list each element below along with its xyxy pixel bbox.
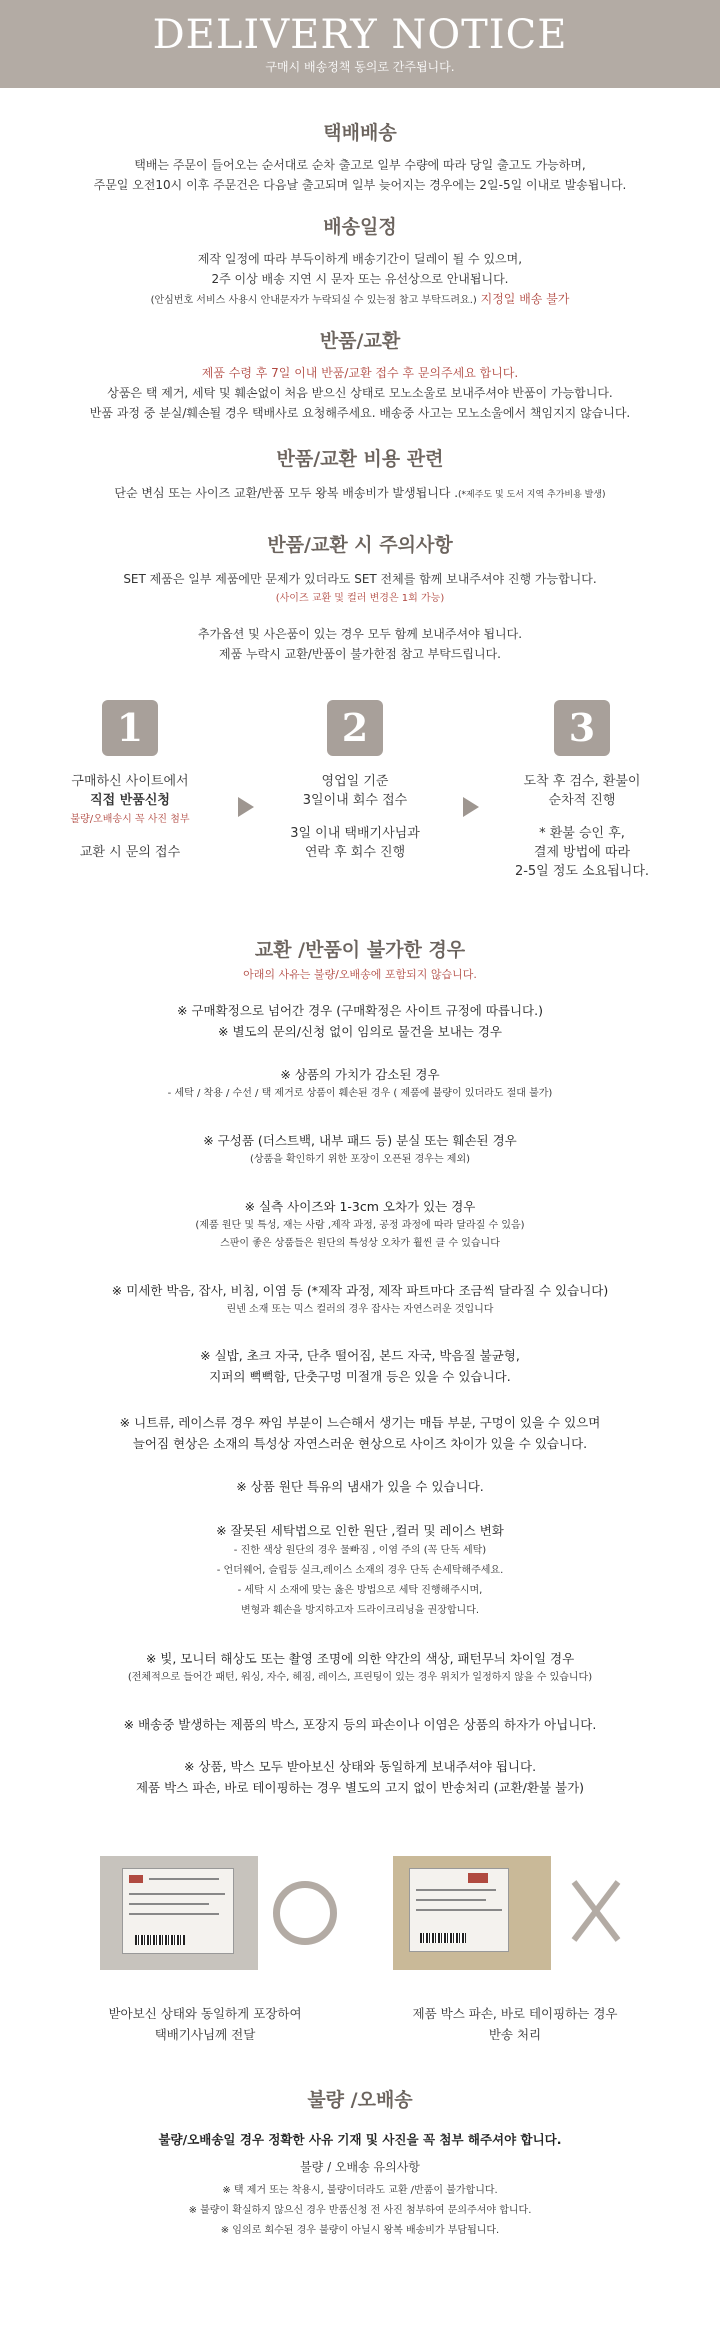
text-line: 받아보신 상태와 동일하게 포장하여	[108, 2006, 302, 2021]
text-line: 3일 이내 택배기사님과	[290, 826, 420, 841]
section-heading: 반품/교환 시 주의사항	[267, 534, 453, 556]
text-line-small: ※ 택 제거 또는 착용시, 불량이더라도 교환 /반품이 불가합니다.	[222, 2185, 498, 2196]
ok-symbol-label	[280, 1888, 281, 1889]
label-line	[416, 1909, 502, 1911]
label-line	[129, 1903, 209, 1905]
text-line: 제품 박스 파손, 바로 테이핑하는 경우 별도의 고지 없이 반송처리 (교환/환불 불가)	[135, 1780, 585, 1795]
step-text	[255, 772, 455, 862]
text-line: ※ 별도의 문의/신청 없이 임의로 물건을 보내는 경우	[218, 1024, 502, 1039]
text-line-small: - 세탁 / 착용 / 수선 / 택 제거로 상품이 훼손된 경우 ( 제품에 불량이 있더라도 절대 불가)	[167, 1088, 553, 1099]
condition-item	[0, 1476, 720, 1497]
label-line	[129, 1913, 219, 1915]
defect-bold-line: 불량/오배송일 경우 정확한 사유 기재 및 사진을 꼭 첨부 해주셔야 합니다.	[158, 2132, 562, 2147]
text-line: ※ 빛, 모니터 해상도 또는 촬영 조명에 의한 약간의 색상, 패턴무늬 차이일 경우	[145, 1651, 575, 1666]
section-heading: 불량 /오배송	[307, 2089, 413, 2111]
text-line: 추가옵션 및 사은품이 있는 경우 모두 함께 보내주셔야 됩니다.	[197, 627, 523, 641]
text-line: ※ 상품 원단 특유의 냄새가 있을 수 있습니다.	[236, 1479, 484, 1494]
text-line: 영업일 기준	[321, 774, 389, 789]
schedule-text	[0, 249, 720, 310]
text-line: 연락 후 회수 진행	[304, 845, 406, 860]
text-line: ※ 배송중 발생하는 제품의 박스, 포장지 등의 파손이나 이염은 상품의 하자가 아닙니다.	[123, 1717, 597, 1732]
text-line-small: 변형과 훼손을 방지하고자 드라이크리닝을 권장합니다.	[240, 1605, 480, 1616]
label-line	[149, 1878, 219, 1880]
correct-package-caption	[60, 2003, 350, 2045]
condition-item	[0, 1000, 720, 1042]
arrow-right-icon	[463, 797, 479, 817]
schedule-note: (안심번호 서비스 사용시 안내문자가 누락되실 수 있는점 참고 부탁드려요.)	[150, 295, 477, 306]
step-number-badge: 2	[327, 700, 383, 756]
section-schedule	[0, 212, 720, 310]
section-heading: 택배배송	[323, 122, 397, 144]
condition-item	[0, 1345, 720, 1387]
text-line-small: 스판이 좋은 상품들은 원단의 특성상 오차가 훨씬 클 수 있습니다	[220, 1238, 500, 1249]
text-line: * 환불 승인 후,	[539, 826, 625, 841]
page-title: DELIVERY NOTICE	[152, 12, 568, 58]
cost-text	[0, 483, 720, 505]
defect-notes	[0, 2181, 720, 2241]
x-cross-icon	[566, 1876, 626, 1946]
text-line: ※ 잘못된 세탁법으로 인한 원단 ,컬러 및 레이스 변화	[216, 1523, 504, 1538]
text-line-small: - 세탁 시 소재에 맞는 옳은 방법으로 세탁 진행해주시며,	[237, 1585, 483, 1596]
text-line: 상품은 택 제거, 세탁 및 훼손없이 처음 받으신 상태로 모노소울로 보내주셔야 반품이 가능합니다.	[107, 386, 613, 400]
label-line	[416, 1899, 486, 1901]
text-line: 순차적 진행	[548, 793, 616, 808]
step-text	[482, 772, 682, 881]
step-2	[255, 700, 455, 862]
text-line: ※ 구매확정으로 넘어간 경우 (구매확정은 사이트 규정에 따릅니다.)	[177, 1003, 543, 1018]
text-line: 교환 시 문의 접수	[79, 845, 181, 860]
label-line	[416, 1889, 496, 1891]
text-line-small: (상품을 확인하기 위한 포장이 오픈된 경우는 제외)	[249, 1154, 471, 1165]
text-line: 도착 후 검수, 환불이	[523, 774, 641, 789]
caution-text	[0, 569, 720, 664]
condition-item	[0, 1520, 720, 1621]
label-line	[129, 1893, 225, 1895]
section-returns	[0, 326, 720, 423]
ok-circle-icon	[273, 1881, 337, 1945]
text-line-small: ※ 불량이 확실하지 않으신 경우 반품신청 전 사진 첨부하여 문의주셔야 합니다.	[188, 2205, 532, 2216]
text-line: 지퍼의 뻑뻑함, 단춧구멍 미절개 등은 있을 수 있습니다.	[209, 1369, 511, 1384]
text-line: 3일이내 회수 접수	[302, 793, 408, 808]
text-line: 제작 일정에 따라 부득이하게 배송기간이 딜레이 될 수 있으며,	[197, 252, 523, 266]
returns-text	[0, 363, 720, 423]
schedule-note-red: 지정일 배송 불가	[480, 292, 570, 306]
text-line: 제품 누락시 교환/반품이 불가한점 참고 부탁드립니다.	[219, 647, 501, 661]
damaged-package-photo	[393, 1856, 551, 1970]
text-line: 단순 변심 또는 사이즈 교환/반품 모두 왕복 배송비가 발생됩니다 .	[114, 486, 459, 500]
condition-item	[0, 1714, 720, 1735]
condition-item	[0, 1196, 720, 1253]
text-line	[0, 289, 720, 310]
damaged-package-caption	[370, 2003, 660, 2045]
step-number-badge: 3	[554, 700, 610, 756]
section-caution	[0, 530, 720, 664]
arrow-right-icon	[238, 797, 254, 817]
section-heading: 반품/교환	[319, 330, 401, 352]
step-text	[30, 772, 230, 862]
text-line: SET 제품은 일부 제품에만 문제가 있더라도 SET 전체를 함께 보내주셔야 진행 가능합니다.	[123, 572, 597, 586]
section-heading: 반품/교환 비용 관련	[276, 448, 444, 470]
text-line-small: (*제주도 및 도서 지역 추가비용 발생)	[458, 490, 606, 500]
text-line-small: (전체적으로 들어간 패턴, 워싱, 자수, 헤짐, 레이스, 프린팅이 있는 경우 위치가 일정하지 않을 수 있습니다)	[127, 1672, 593, 1683]
section-impossible	[0, 935, 720, 982]
text-line: ※ 미세한 박음, 잡사, 비침, 이염 등 (*제작 과정, 제작 파트마다 조금씩 달라질 수 있습니다)	[111, 1283, 609, 1298]
text-line: 반송 처리	[488, 2027, 542, 2042]
condition-item	[0, 1280, 720, 1319]
text-line: 직접 반품신청	[90, 793, 170, 808]
text-line: 결제 방법에 따라	[533, 845, 631, 860]
step-3	[482, 700, 682, 881]
step-1	[30, 700, 230, 862]
text-line: 구매하신 사이트에서	[71, 774, 189, 789]
condition-item	[0, 1648, 720, 1687]
text-line-small: - 언더웨어, 슬립등 실크,레이스 소재의 경우 단독 손세탁해주세요.	[216, 1565, 504, 1576]
barcode	[135, 1935, 185, 1945]
impossible-note-red: 아래의 사유는 불량/오배송에 포함되지 않습니다.	[243, 968, 477, 981]
condition-item	[0, 1756, 720, 1798]
text-line-small: 린넨 소재 또는 믹스 컬러의 경우 잡사는 자연스러운 것입니다	[226, 1304, 494, 1315]
section-delivery	[0, 118, 720, 195]
label-tag	[468, 1873, 488, 1883]
text-line: 반품 과정 중 분실/훼손될 경우 택배사로 요청해주세요. 배송중 사고는 모노소울에서 책임지지 않습니다.	[89, 406, 631, 420]
section-heading: 배송일정	[323, 216, 397, 238]
text-line-red: 불량/오배송시 꼭 사진 첨부	[70, 814, 190, 825]
text-line-small: - 진한 색상 원단의 경우 물빠짐 , 이염 주의 (꼭 단독 세탁)	[233, 1545, 487, 1556]
label-tag	[129, 1875, 143, 1883]
text-line: ※ 상품, 박스 모두 받아보신 상태와 동일하게 보내주셔야 됩니다.	[183, 1759, 537, 1774]
step-number-badge: 1	[102, 700, 158, 756]
text-line-red: 제품 수령 후 7일 이내 반품/교환 접수 후 문의주세요 합니다.	[201, 366, 519, 380]
header-banner	[0, 0, 720, 88]
text-line: ※ 실측 사이즈와 1-3cm 오차가 있는 경우	[244, 1199, 476, 1214]
text-line-red: (사이즈 교환 및 컬러 변경은 1회 가능)	[275, 593, 445, 604]
section-cost	[0, 444, 720, 505]
defect-subheading: 불량 / 오배송 유의사항	[300, 2160, 420, 2174]
text-line: 2-5일 정도 소요됩니다.	[514, 864, 650, 879]
section-heading: 교환 /반품이 불가한 경우	[254, 939, 466, 961]
text-line: 늘어짐 현상은 소재의 특성상 자연스러운 현상으로 사이즈 차이가 있을 수 있습니다.	[132, 1436, 588, 1451]
x-cross-svg	[566, 1876, 626, 1946]
barcode	[420, 1933, 466, 1943]
text-line: 택배기사님께 전달	[154, 2027, 256, 2042]
shipping-label	[409, 1868, 509, 1952]
text-line: 2주 이상 배송 지연 시 문자 또는 유선상으로 안내됩니다.	[211, 272, 509, 286]
text-line: 제품 박스 파손, 바로 테이핑하는 경우	[412, 2006, 618, 2021]
text-line-small: ※ 임의로 회수된 경우 불량이 아닐시 왕복 배송비가 부담됩니다.	[220, 2225, 500, 2236]
text-line-small: (제품 원단 및 특성, 재는 사람 ,제작 과정, 공정 과정에 따라 달라질 수 있음)	[195, 1220, 525, 1231]
text-line: 주문일 오전10시 이후 주문건은 다음날 출고되며 일부 늦어지는 경우에는 2일-5일 이내로 발송됩니다.	[93, 178, 627, 192]
delivery-text	[0, 155, 720, 195]
correct-package-photo	[100, 1856, 258, 1970]
page-subtitle: 구매시 배송정책 동의로 간주됩니다.	[265, 60, 455, 74]
condition-item	[0, 1412, 720, 1454]
condition-item	[0, 1064, 720, 1103]
text-line: ※ 구성품 (더스트백, 내부 패드 등) 분실 또는 훼손된 경우	[203, 1133, 517, 1148]
text-line: ※ 실밥, 초크 자국, 단추 떨어짐, 본드 자국, 박음질 불균형,	[200, 1348, 520, 1363]
condition-item	[0, 1130, 720, 1169]
text-line: ※ 니트류, 레이스류 경우 짜임 부분이 느슨해서 생기는 매듭 부분, 구멍이 있을 수 있으며	[119, 1415, 601, 1430]
text-line: 택배는 주문이 들어오는 순서대로 순차 출고로 일부 수량에 따라 당일 출고도 가능하며,	[134, 158, 586, 172]
section-defect	[0, 2085, 720, 2241]
text-line: ※ 상품의 가치가 감소된 경우	[280, 1067, 440, 1082]
shipping-label	[122, 1868, 234, 1954]
